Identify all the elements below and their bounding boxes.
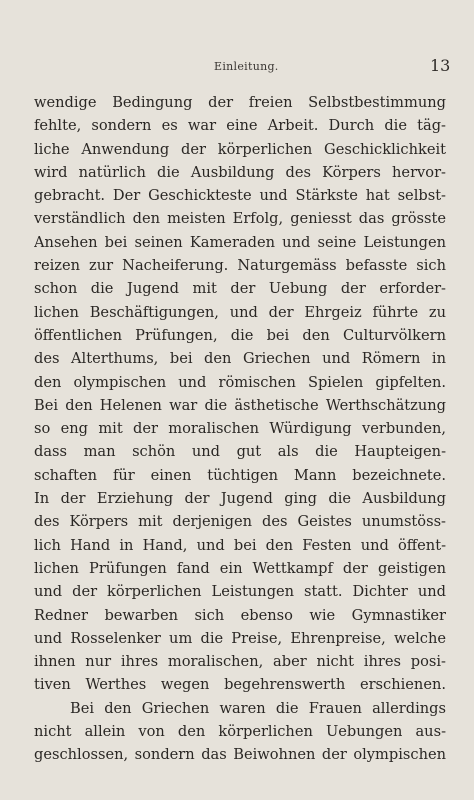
text-line: Ansehen bei seinen Kameraden und seine Leistungen [34, 233, 446, 251]
text-line: verständlich den meisten Erfolg, geniesst das grösste [34, 210, 446, 228]
running-title: Einleitung. [214, 60, 279, 73]
text-line: schon die Jugend mit der Uebung der erforder- [34, 280, 446, 298]
text-line: lichen Prüfungen fand ein Wettkampf der geistigen [34, 559, 446, 577]
text-line: schaften für einen tüchtigen Mann bezeichnete. [34, 466, 446, 484]
text-line: lichen Beschäftigungen, und der Ehrgeiz führte zu [34, 303, 446, 321]
text-line: geschlossen, sondern das Beiwohnen der olympischen [34, 746, 446, 764]
text-line: öffentlichen Prüfungen, die bei den Culturvölkern [34, 326, 446, 344]
text-line: In der Erziehung der Jugend ging die Ausbildung [34, 490, 446, 508]
text-line: lich Hand in Hand, und bei den Festen und öffent- [34, 536, 446, 554]
text-line: liche Anwendung der körperlichen Geschicklichkeit [34, 140, 446, 158]
text-line: tiven Werthes wegen begehrenswerth erschienen. [34, 676, 446, 694]
text-line: des Körpers mit derjenigen des Geistes unumstöss- [34, 513, 446, 531]
body-text [34, 91, 446, 767]
text-line: reizen zur Nacheiferung. Naturgemäss befasste sich [34, 257, 446, 275]
text-line: wendige Bedingung der freien Selbstbestimmung [34, 94, 446, 111]
text-line: nicht allein von den körperlichen Uebungen aus- [34, 723, 446, 741]
text-line: so eng mit der moralischen Würdigung verbunden, [34, 420, 446, 438]
text-line: gebracht. Der Geschickteste und Stärkste hat selbst- [34, 187, 446, 205]
text-line: ihnen nur ihres moralischen, aber nicht ihres posi- [34, 653, 446, 671]
text-line: fehlte, sondern es war eine Arbeit. Durch die täg- [34, 117, 446, 135]
text-line: den olympischen und römischen Spielen gipfelten. [34, 373, 446, 391]
text-line: und der körperlichen Leistungen statt. Dichter und [34, 583, 446, 601]
text-line: Bei den Helenen war die ästhetische Werthschätzung [34, 396, 446, 414]
text-line: Redner bewarben sich ebenso wie Gymnastiker [34, 606, 446, 624]
text-line: des Alterthums, bei den Griechen und Römern in [34, 350, 446, 368]
running-head [0, 56, 474, 80]
text-line: dass man schön und gut als die Haupteigen- [34, 443, 446, 461]
text-line: wird natürlich die Ausbildung des Körpers hervor- [34, 163, 446, 181]
page-number: 13 [430, 56, 451, 75]
paragraph-start-line: Bei den Griechen waren die Frauen allerdings [70, 699, 446, 717]
text-line: und Rosselenker um die Preise, Ehrenpreise, welche [34, 629, 446, 647]
